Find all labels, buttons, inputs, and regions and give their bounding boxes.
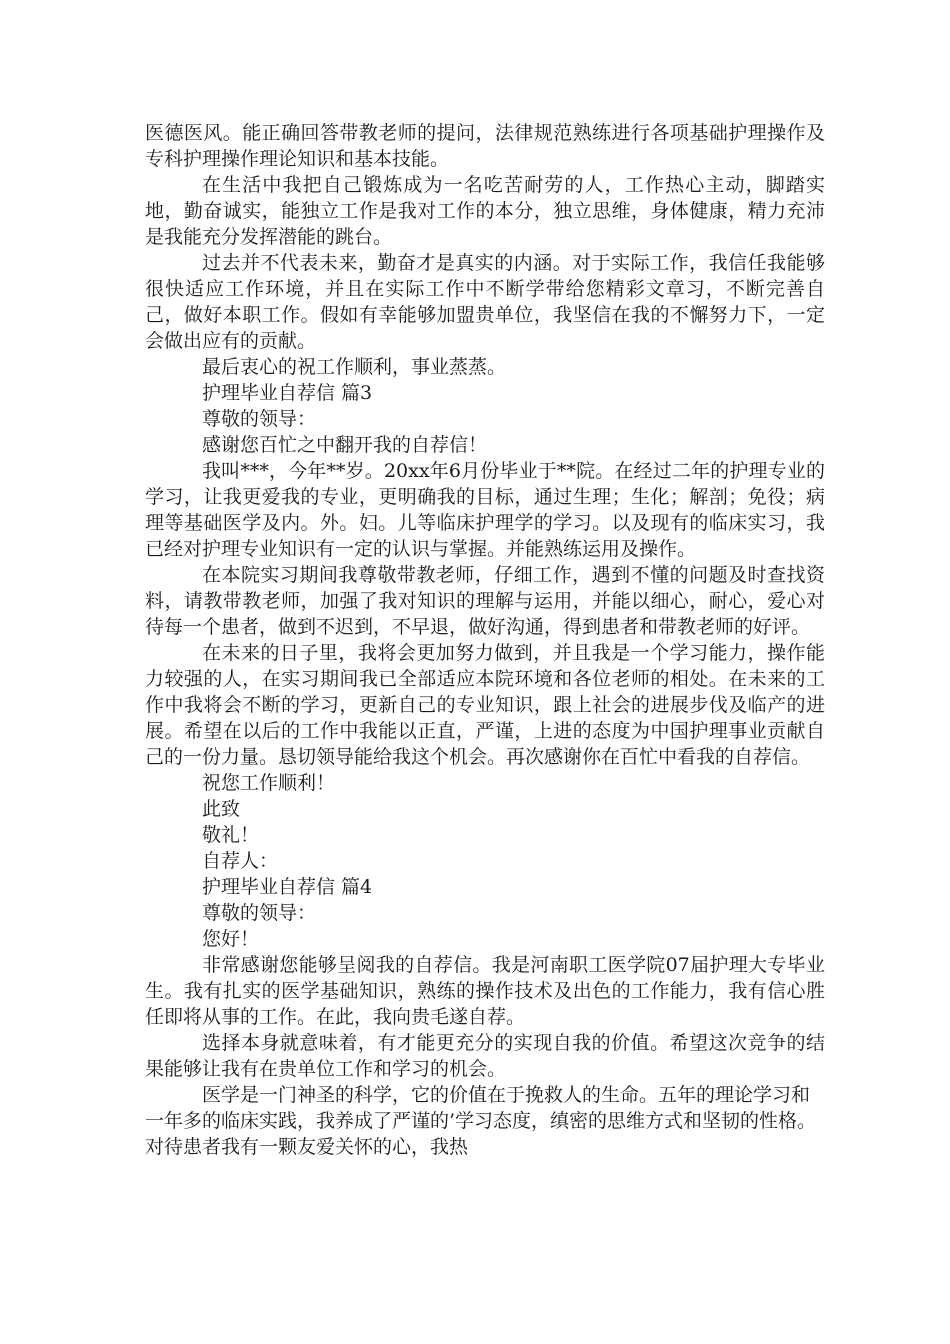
paragraph: 在未来的日子里，我将会更加努力做到，并且我是一个学习能力，操作能力较强的人，在实习期间我已全部适应本院环境和各位老师的相处。在未来的工作中我将会不断的学习，更新自己的专业知识，跟上社会的进展步伐及临产的进展。希望在以后的工作中我能以正直，严谨，上进的态度为中国护理事业贡献自己的一份力量。恳切领导能给我这个机会。再次感谢你在百忙中看我的自荐信。	[145, 642, 825, 768]
salutation: 尊敬的领导：	[202, 902, 317, 924]
paragraph: 过去并不代表未来，勤奋才是真实的内涵。对于实际工作，我信任我能够很快适应工作环境，并且在实际工作中不断学带给您精彩文章习，不断完善自己，做好本职工作。假如有幸能够加盟贵单位，我坚信在我的不懈努力下，一定会做出应有的贡献。	[145, 252, 825, 352]
closing-line: 敬礼！	[202, 824, 260, 846]
paragraph: 在本院实习期间我尊敬带教老师，仔细工作，遇到不懂的问题及时查找资料，请教带教老师，加强了我对知识的理解与运用，并能以细心，耐心，爱心对待每一个患者，做到不迟到，不早退，做好沟通，得到患者和带教老师的好评。	[145, 564, 825, 638]
section-heading: 护理毕业自荐信 篇3	[202, 382, 373, 404]
closing-line: 祝您工作顺利！	[202, 772, 336, 794]
paragraph: 选择本身就意味着，有才能更充分的实现自我的价值。希望这次竞争的结果能够让我有在贵单位工作和学习的机会。	[145, 1032, 825, 1080]
salutation: 尊敬的领导：	[202, 408, 317, 430]
paragraph: 最后衷心的祝工作顺利，事业蒸蒸。	[202, 356, 507, 378]
paragraph: 我叫***，今年**岁。20xx年6月份毕业于**院。在经过二年的护理专业的学习，让我更爱我的专业，更明确我的目标，通过生理；生化；解剖；免役；病理等基础医学及内。外。妇。儿等临床护理学的学习。以及现有的临床实习，我已经对护理专业知识有一定的认识与掌握。并能熟练运用及操作。	[145, 460, 825, 560]
paragraph: 感谢您百忙之中翻开我的自荐信！	[202, 434, 488, 456]
paragraph: 医德医风。能正确回答带教老师的提问，法律规范熟练进行各项基础护理操作及专科护理操作理论知识和基本技能。	[145, 122, 825, 170]
document-body	[145, 120, 825, 1160]
closing-line: 此致	[202, 798, 241, 820]
signature-line: 自荐人：	[202, 850, 279, 872]
section-heading: 护理毕业自荐信 篇4	[202, 876, 373, 898]
paragraph: 在生活中我把自己锻炼成为一名吃苦耐劳的人，工作热心主动，脚踏实地，勤奋诚实，能独立工作是我对工作的本分，独立思维，身体健康，精力充沛是我能充分发挥潜能的跳台。	[145, 174, 825, 248]
greeting: 您好！	[202, 928, 260, 950]
paragraph: 非常感谢您能够呈阅我的自荐信。我是河南职工医学院07届护理大专毕业生。我有扎实的医学基础知识，熟练的操作技术及出色的工作能力，我有信心胜任即将从事的工作。在此，我向贵毛遂自荐。	[145, 954, 825, 1028]
paragraph: 医学是一门神圣的科学，它的价值在于挽救人的生命。五年的理论学习和一年多的临床实践，我养成了严谨的’学习态度，缜密的思维方式和坚韧的性格。对待患者我有一颗友爱关怀的心，我热	[145, 1084, 817, 1158]
